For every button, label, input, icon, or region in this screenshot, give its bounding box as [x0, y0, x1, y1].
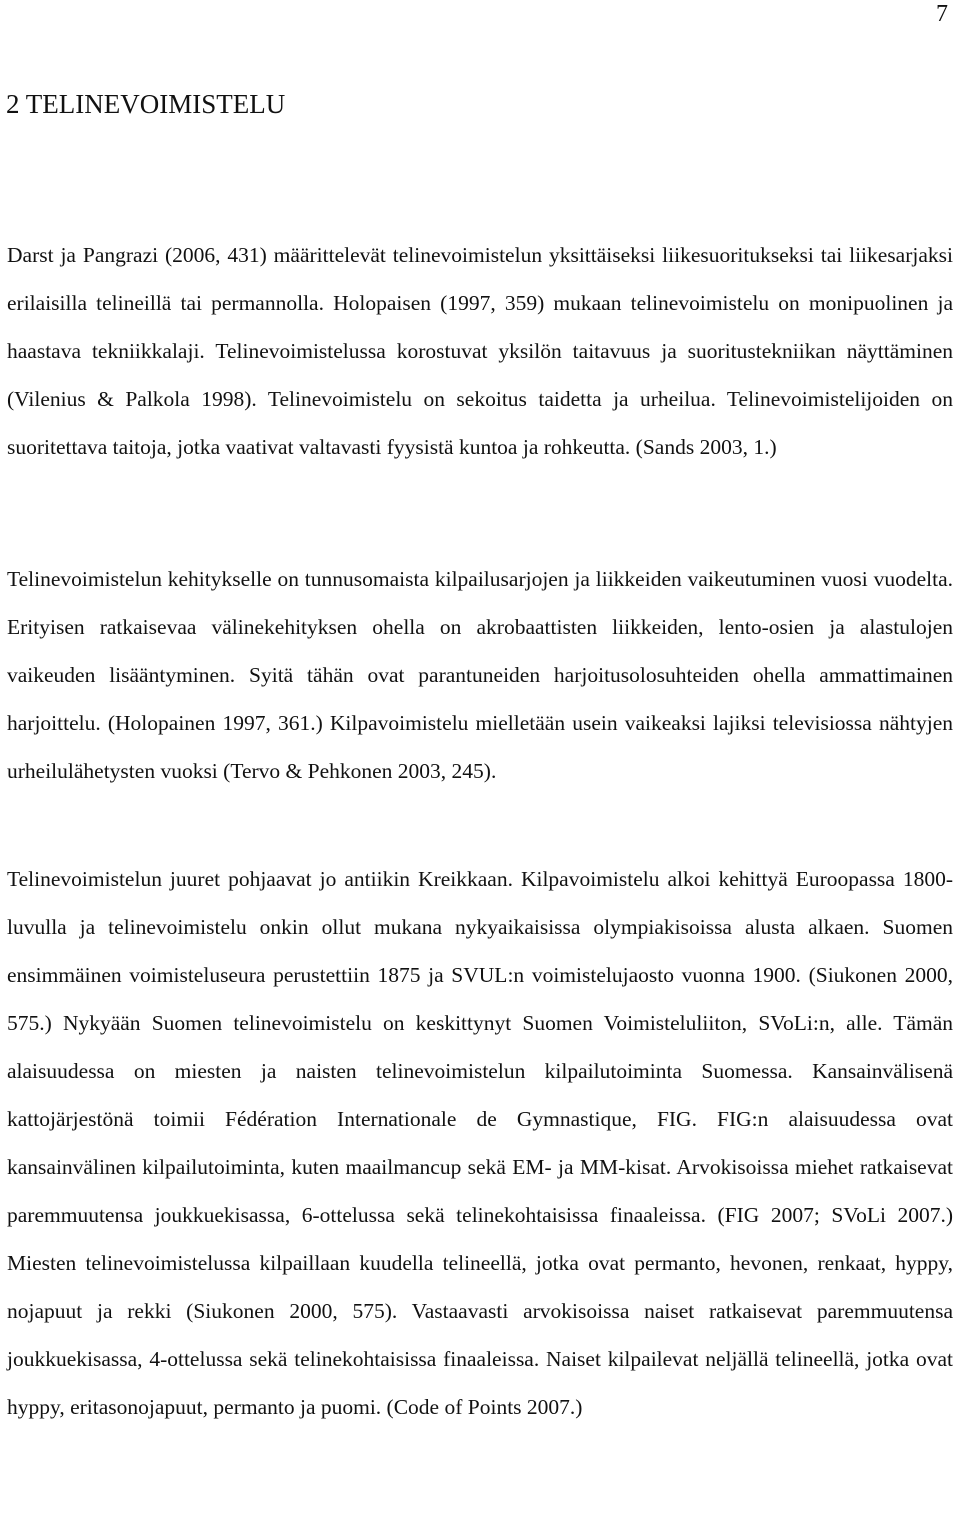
page-number: 7 [936, 1, 948, 27]
body-paragraph: Telinevoimistelun juuret pohjaavat jo antiikin Kreikkaan. Kilpavoimistelu alkoi kehittyä Euroopassa 1800-luvulla ja telinevoimistelu onkin ollut mukana nykyaikaisissa olympiakisoissa alusta alkaen. Suomen ensimmäinen voimisteluseura perustettiin 1875 ja SVUL:n voimistelujaosto vuonna 1900. (Siukonen 2000, 575.) Nykyään Suomen telinevoimistelu on keskittynyt Suomen Voimisteluliiton, SVoLi:n, alle. Tämän alaisuudessa on miesten ja naisten telinevoimistelun kilpailutoiminta Suomessa. Kansainvälisenä kattojärjestönä toimii Fédération Internationale de Gymnastique, FIG. FIG:n alaisuudessa ovat kansainvälinen kilpailutoiminta, kuten maailmancup sekä EM- ja MM-kisat. Arvokisoissa miehet ratkaisevat paremmuutensa joukkuekisassa, 6-ottelussa sekä telinekohtaisissa finaaleissa. (FIG 2007; SVoLi 2007.) Miesten telinevoimistelussa kilpaillaan kuudella telineellä, jotka ovat permanto, hevonen, renkaat, hyppy, nojapuut ja rekki (Siukonen 2000, 575). Vastaavasti arvokisoissa naiset ratkaisevat paremmuutensa joukkuekisassa, 4-ottelussa sekä telinekohtaisissa finaaleissa. Naiset kilpailevat neljällä telineellä, jotka ovat hyppy, eritasonojapuut, permanto ja puomi. (Code of Points 2007.) [7, 867, 953, 1419]
body-paragraph: Darst ja Pangrazi (2006, 431) määrittelevät telinevoimistelun yksittäiseksi liikesuoritukseksi tai liikesarjaksi erilaisilla telineillä tai permannolla. Holopaisen (1997, 359) mukaan telinevoimistelu on monipuolinen ja haastava tekniikkalaji. Telinevoimistelussa korostuvat yksilön taitavuus ja suoritustekniikan näyttäminen (Vilenius & Palkola 1998). Telinevoimistelu on sekoitus taidetta ja urheilua. Telinevoimistelijoiden on suoritettava taitoja, jotka vaativat valtavasti fyysistä kuntoa ja rohkeutta. (Sands 2003, 1.) [7, 243, 953, 459]
chapter-heading: 2 TELINEVOIMISTELU [6, 89, 286, 119]
body-paragraph: Telinevoimistelun kehitykselle on tunnusomaista kilpailusarjojen ja liikkeiden vaikeutuminen vuosi vuodelta. Erityisen ratkaisevaa välinekehityksen ohella on akrobaattisten liikkeiden, lento-osien ja alastulojen vaikeuden lisääntyminen. Syitä tähän ovat parantuneiden harjoitusolosuhteiden ohella ammattimainen harjoittelu. (Holopainen 1997, 361.) Kilpavoimistelu mielletään usein vaikeaksi lajiksi televisiossa nähtyjen urheilulähetysten vuoksi (Tervo & Pehkonen 2003, 245). [7, 567, 953, 783]
